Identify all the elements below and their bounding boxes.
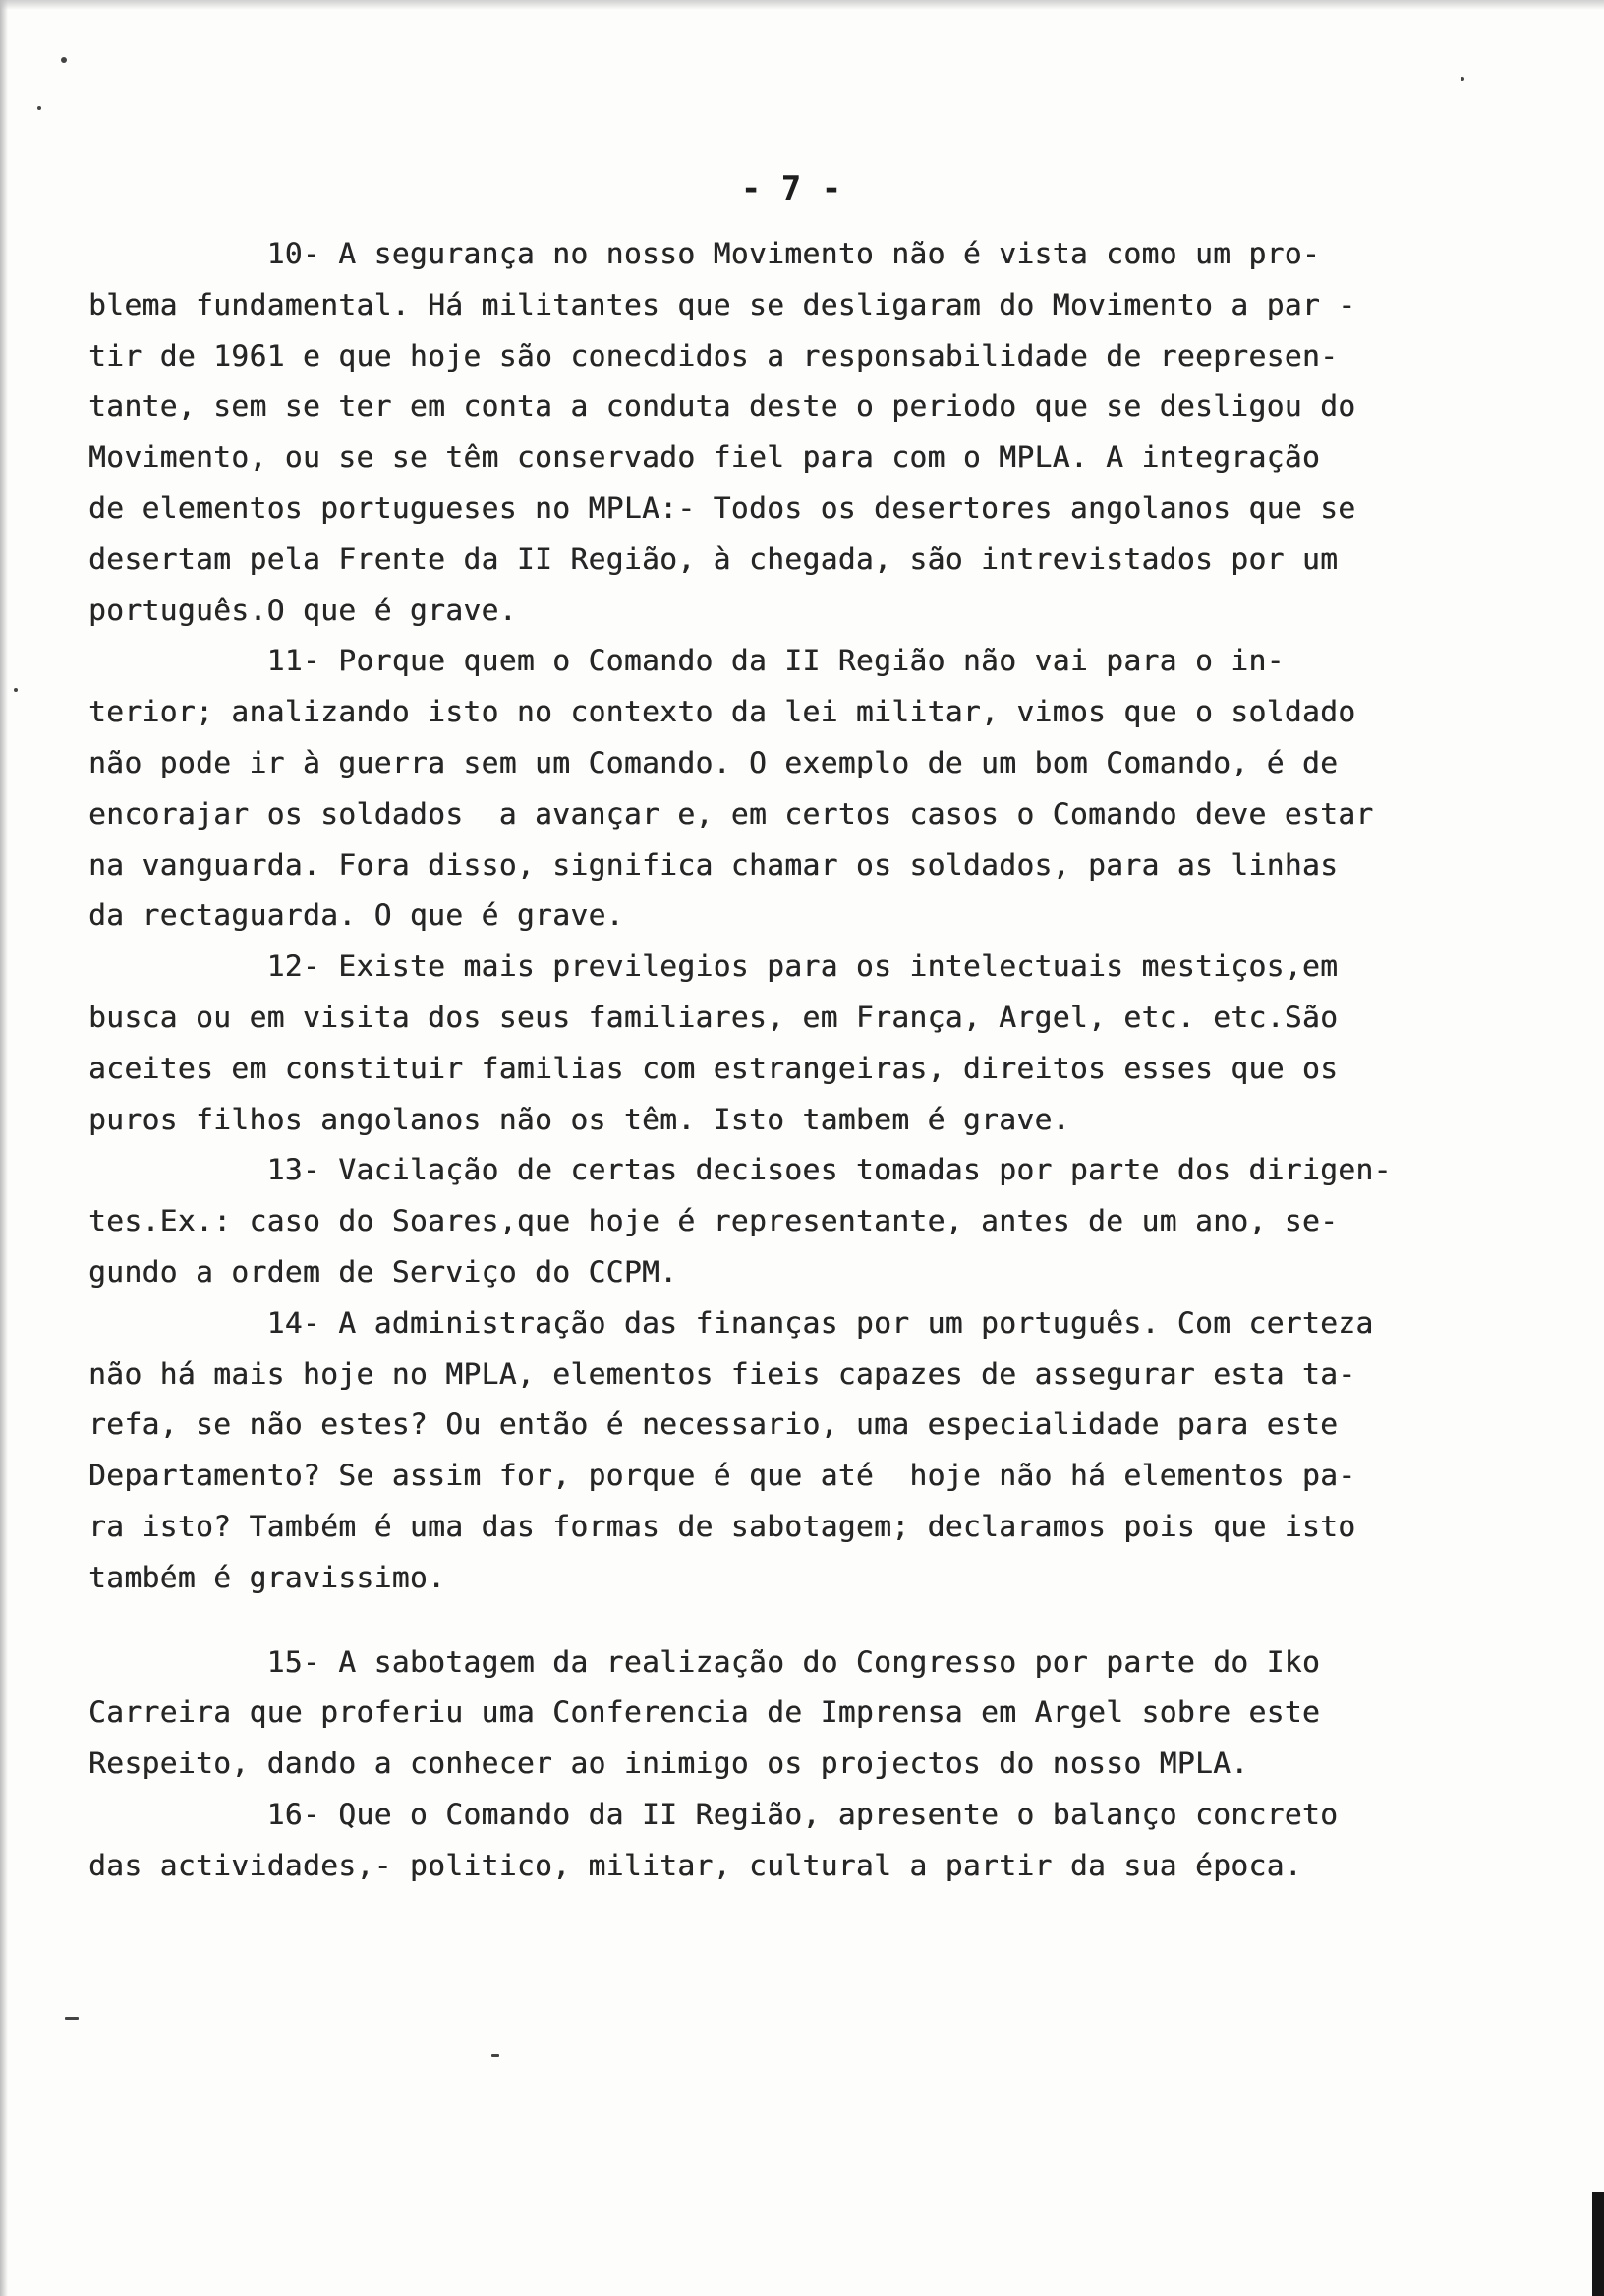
- text-line: puros filhos angolanos não os têm. Isto tambem é grave.: [88, 1102, 1070, 1136]
- text-line: 10- A segurança no nosso Movimento não é vista como um pro-: [88, 237, 1321, 270]
- text-line: 14- A administração das finanças por um português. Com certeza: [88, 1305, 1374, 1340]
- text-line: encorajar os soldados a avançar e, em certos casos o Comando deve estar: [88, 796, 1374, 831]
- paragraph: [88, 1790, 1523, 1892]
- page-number: - 7 -: [740, 169, 842, 208]
- text-line: 16- Que o Comando da II Região, apresente o balanço concreto: [88, 1797, 1339, 1831]
- scan-speck: [37, 106, 41, 110]
- scan-speck: [14, 688, 18, 692]
- paragraph: [88, 1298, 1523, 1604]
- text-line: tir de 1961 e que hoje são conecdidos a responsabilidade de reepresen-: [88, 338, 1339, 373]
- paragraph: [88, 1637, 1523, 1790]
- text-line: 11- Porque quem o Comando da II Região não vai para o in-: [88, 644, 1285, 678]
- text-line: das actividades,- politico, militar, cultural a partir da sua época.: [88, 1848, 1302, 1882]
- scan-left-edge: [0, 0, 8, 2296]
- text-line: da rectaguarda. O que é grave.: [88, 898, 624, 933]
- text-line: Carreira que proferiu uma Conferencia de Imprensa em Argel sobre este: [88, 1695, 1321, 1730]
- text-line: desertam pela Frente da II Região, à chegada, são intrevistados por um: [88, 542, 1339, 576]
- text-line: português.O que é grave.: [88, 593, 517, 627]
- text-line: Movimento, ou se se têm conservado fiel para com o MPLA. A integração: [88, 440, 1321, 475]
- text-line: tes.Ex.: caso do Soares,que hoje é representante, antes de um ano, se-: [88, 1204, 1339, 1238]
- paragraph: [88, 942, 1523, 1145]
- scan-top-edge: [0, 0, 1604, 10]
- paragraph-gap: [88, 1604, 1523, 1637]
- text-line: na vanguarda. Fora disso, significa chamar os soldados, para as linhas: [88, 847, 1339, 882]
- text-line: refa, se não estes? Ou então é necessario, uma especialidade para este: [88, 1407, 1339, 1442]
- text-line: também é gravissimo.: [88, 1560, 446, 1594]
- scan-speck: [65, 2017, 79, 2020]
- scan-speck: [491, 2054, 499, 2057]
- paragraph: [88, 1145, 1523, 1297]
- text-line: aceites em constituir familias com estrangeiras, direitos esses que os: [88, 1051, 1339, 1085]
- scan-binding-mark: [1592, 2192, 1604, 2296]
- text-line: 12- Existe mais previlegios para os intelectuais mestiços,em: [88, 949, 1339, 984]
- text-line: Respeito, dando a conhecer ao inimigo os projectos do nosso MPLA.: [88, 1747, 1249, 1781]
- text-line: não há mais hoje no MPLA, elementos fieis capazes de assegurar esta ta-: [88, 1356, 1356, 1391]
- scan-speck: [1461, 77, 1464, 81]
- text-line: ra isto? Também é uma das formas de sabotagem; declaramos pois que isto: [88, 1509, 1356, 1543]
- text-line: não pode ir à guerra sem um Comando. O exemplo de um bom Comando, é de: [88, 745, 1339, 779]
- paragraph: [88, 229, 1523, 636]
- text-line: terior; analizando isto no contexto da lei militar, vimos que o soldado: [88, 695, 1356, 729]
- text-line: gundo a ordem de Serviço do CCPM.: [88, 1254, 678, 1289]
- text-line: busca ou em visita dos seus familiares, em França, Argel, etc. etc.São: [88, 1000, 1339, 1034]
- text-line: de elementos portugueses no MPLA:- Todos os desertores angolanos que se: [88, 490, 1356, 525]
- document-body: [88, 229, 1523, 1892]
- text-line: blema fundamental. Há militantes que se desligaram do Movimento a par -: [88, 287, 1356, 321]
- scan-speck: [61, 57, 67, 63]
- text-line: Departamento? Se assim for, porque é que até hoje não há elementos pa-: [88, 1459, 1356, 1493]
- text-line: 15- A sabotagem da realização do Congresso por parte do Iko: [88, 1644, 1321, 1679]
- paragraph: [88, 636, 1523, 942]
- text-line: 13- Vacilação de certas decisoes tomadas por parte dos dirigen-: [88, 1153, 1392, 1187]
- text-line: tante, sem se ter em conta a conduta deste o periodo que se desligou do: [88, 389, 1356, 424]
